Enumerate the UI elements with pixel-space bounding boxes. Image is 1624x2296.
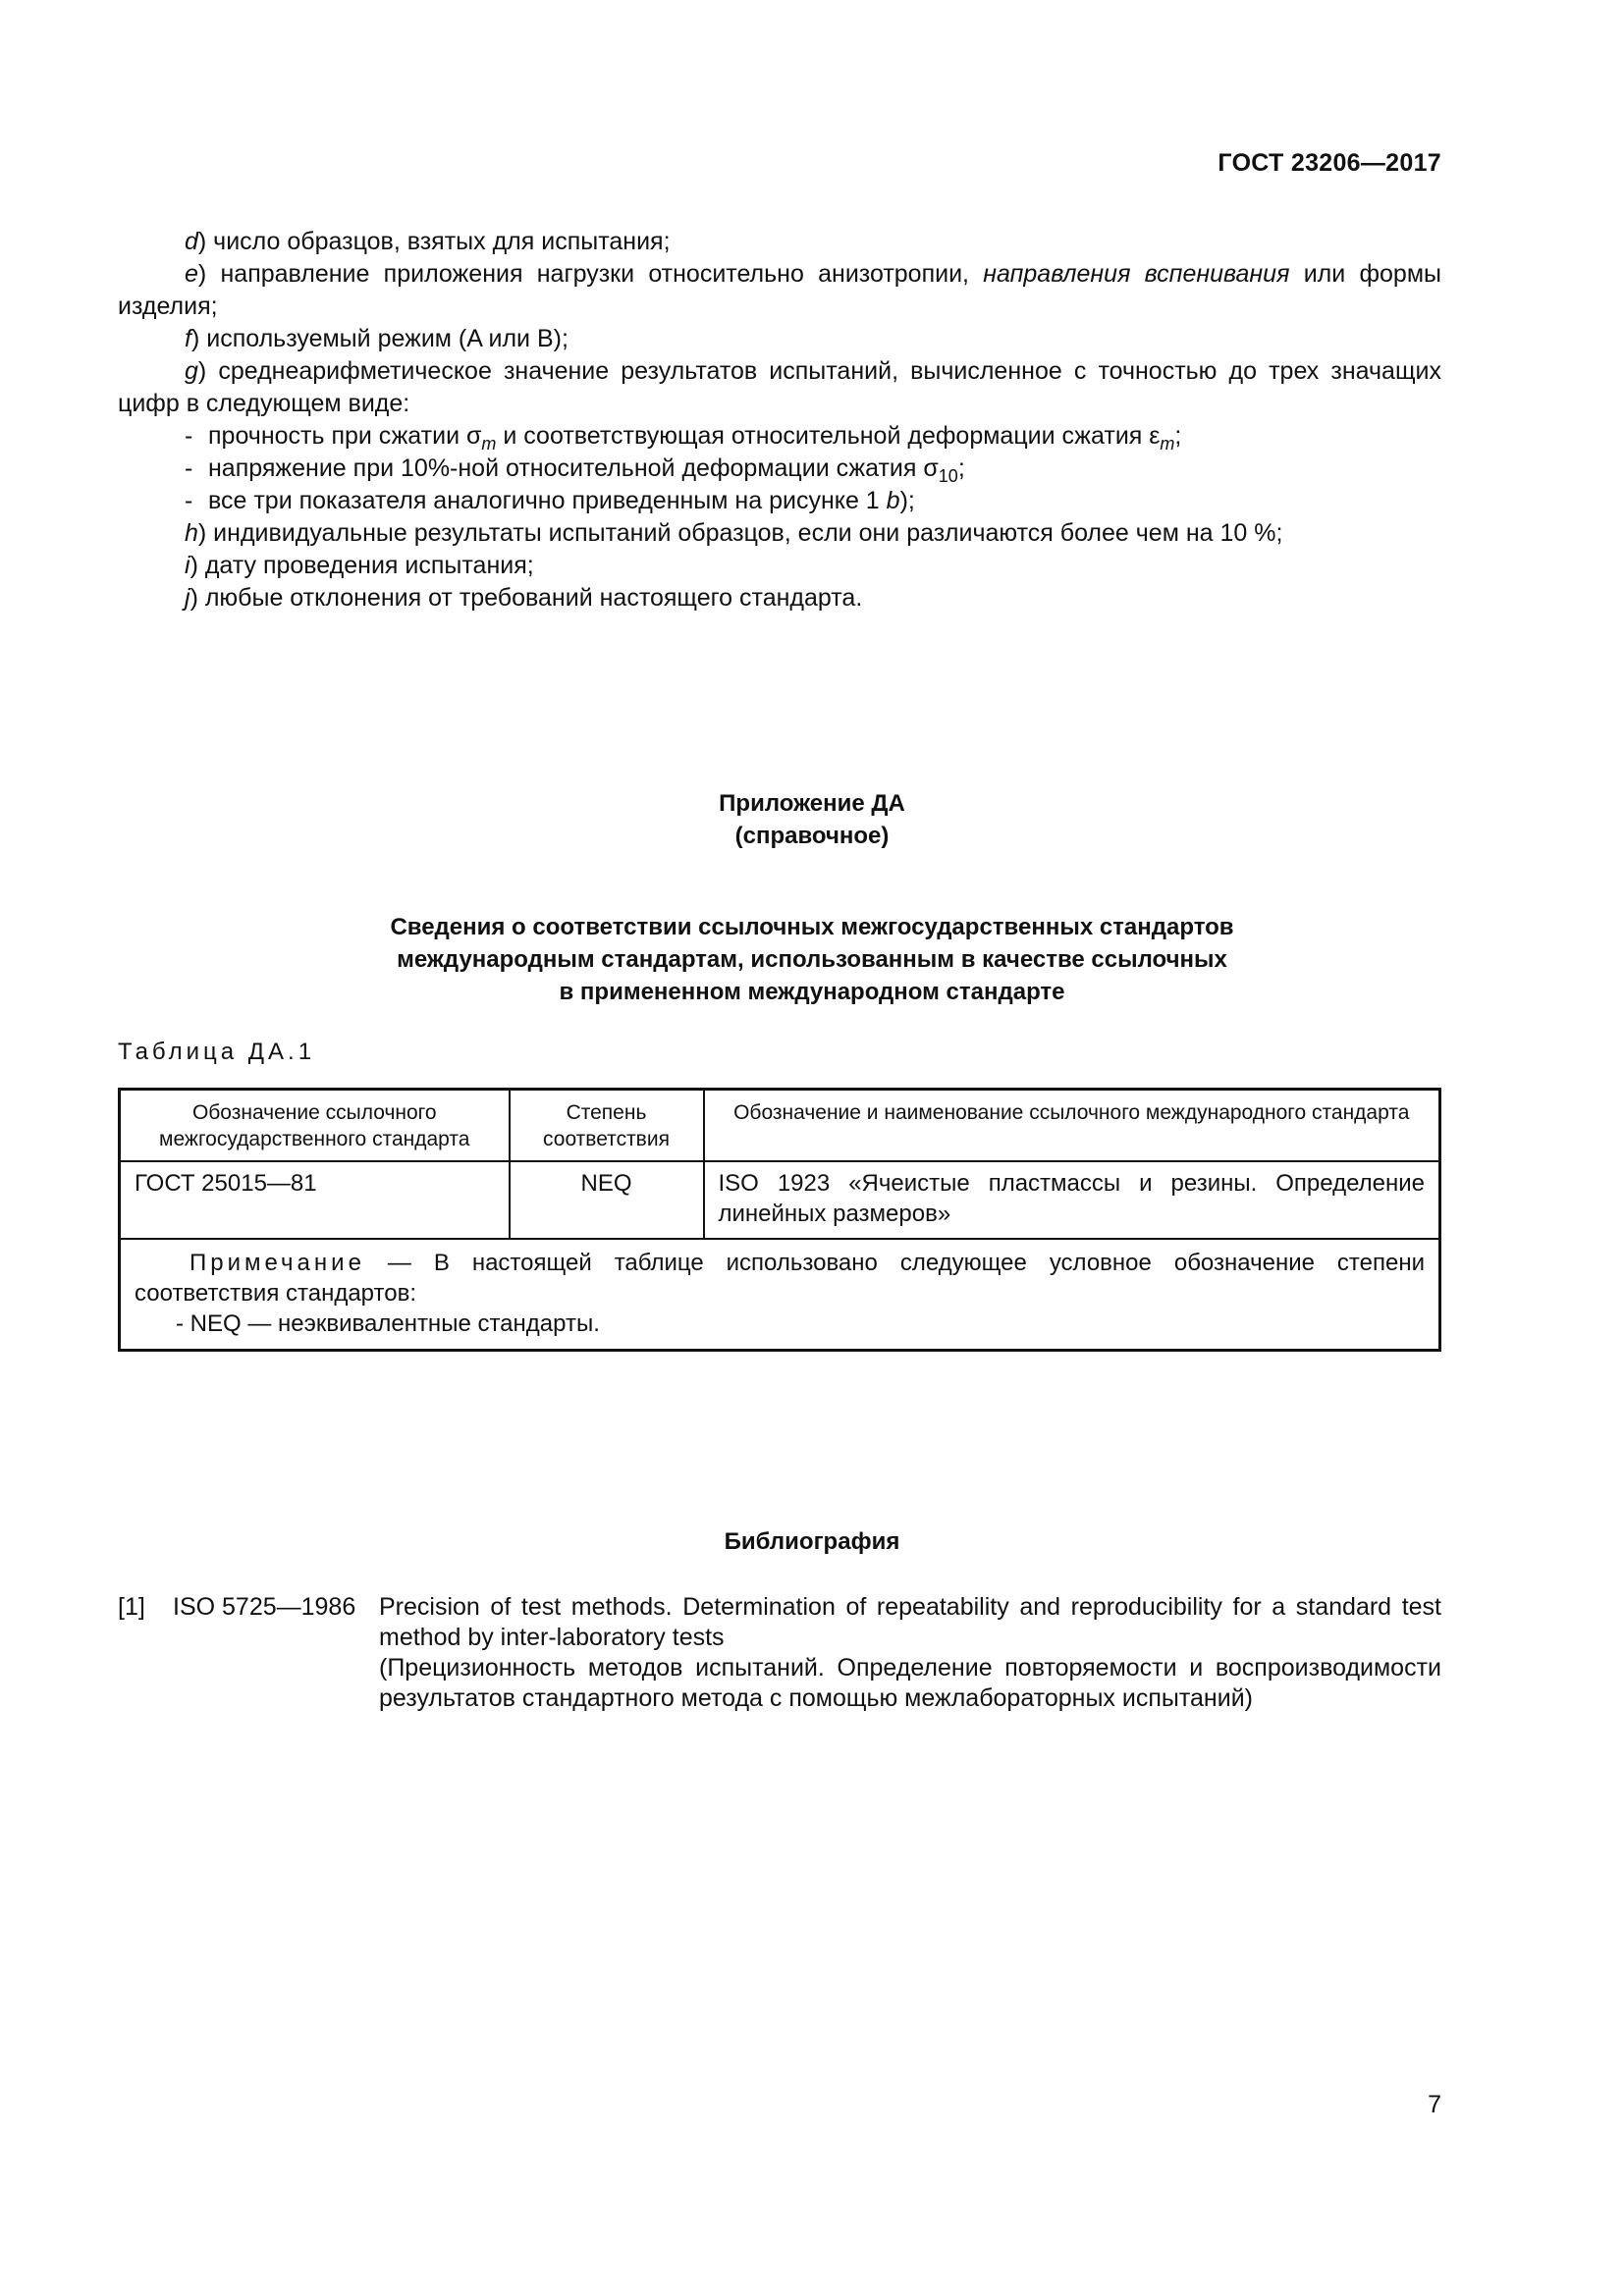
list-item-f: f) используемый режим (A или B);: [185, 325, 568, 352]
bib-number: [1]: [118, 1593, 145, 1621]
correspondence-table: [118, 1088, 1441, 1352]
appendix-heading-line-1: Сведения о соответствии ссылочных межгосударственных стандартов: [390, 914, 1234, 940]
list-item-i: i) дату проведения испытания;: [185, 552, 534, 579]
page-number: 7: [1428, 2091, 1441, 2118]
table-note: [120, 1239, 1440, 1351]
list-item-g: g) среднеарифметическое значение результатов испытаний, вычисленное с точностью до трех значащих цифр в следующем виде:: [118, 357, 1441, 417]
test-report-list: [118, 226, 1441, 614]
appendix-title: Приложение ДА: [719, 790, 905, 817]
bib-code: ISO 5725—1986: [173, 1593, 356, 1621]
list-item-e: e) направление приложения нагрузки относительно анизотропии, направления вспенивания или формы изделия;: [118, 260, 1441, 320]
appendix-subtitle: (справочное): [734, 823, 890, 849]
table-note-row: [120, 1239, 1440, 1351]
list-item-j: j) любые отклонения от требований настоящего стандарта.: [185, 584, 863, 612]
bib-title-ru: (Прецизионность методов испытаний. Определение повторяемости и воспроизводимости результатов стандартного метода с помощью межлабораторных испытаний): [379, 1654, 1441, 1712]
appendix-heading-line-3: в примененном международном стандарте: [559, 979, 1065, 1005]
document-header: ГОСТ 23206—2017: [1218, 149, 1441, 177]
list-item-h: h) индивидуальные результаты испытаний образцов, если они различаются более чем на 10 %;: [185, 519, 1283, 547]
column-header-international: Обозначение и наименование ссылочного международного стандарта: [704, 1090, 1440, 1162]
note-item: - NEQ — неэквивалентные стандарты.: [176, 1310, 600, 1337]
note-text: — В настоящей таблице использовано следующее условное обозначение степени соответствия стандартов:: [135, 1250, 1425, 1307]
table-header-row: [120, 1090, 1440, 1162]
cell-degree: NEQ: [510, 1161, 704, 1239]
appendix-heading-line-2: международным стандартам, использованным в качестве ссылочных: [397, 946, 1227, 973]
column-header-degree: Степень соответствия: [510, 1090, 704, 1162]
list-item-d: d) число образцов, взятых для испытания;: [185, 228, 671, 255]
cell-standard: ГОСТ 25015—81: [120, 1161, 510, 1239]
list-subitem-strength: - прочность при сжатии $\sigma_m$ и соответствующая относительной деформации сжатия $\varepsilon_m$;: [185, 422, 1182, 454]
cell-international: ISO 1923 «Ячеистые пластмассы и резины. Определение линейных размеров»: [704, 1161, 1440, 1239]
list-subitem-stress-10: - напряжение при 10%-ной относительной деформации сжатия $\sigma_{10}$;: [185, 454, 965, 486]
bib-title-en: Precision of test methods. Determination of repeatability and reproducibility for a standard test method by inter-laboratory tests: [379, 1593, 1441, 1651]
note-label: Примечание: [189, 1250, 365, 1276]
column-header-standard: Обозначение ссылочного межгосударственного стандарта: [120, 1090, 510, 1162]
bibliography-entry: [118, 1592, 1441, 1714]
table-caption: Таблица ДА.1: [118, 1039, 316, 1065]
list-subitem-all-three: - все три показателя аналогично приведенным на рисунке 1 b);: [185, 487, 915, 514]
table-row: [120, 1161, 1440, 1239]
bibliography-title: Библиография: [724, 1528, 900, 1555]
